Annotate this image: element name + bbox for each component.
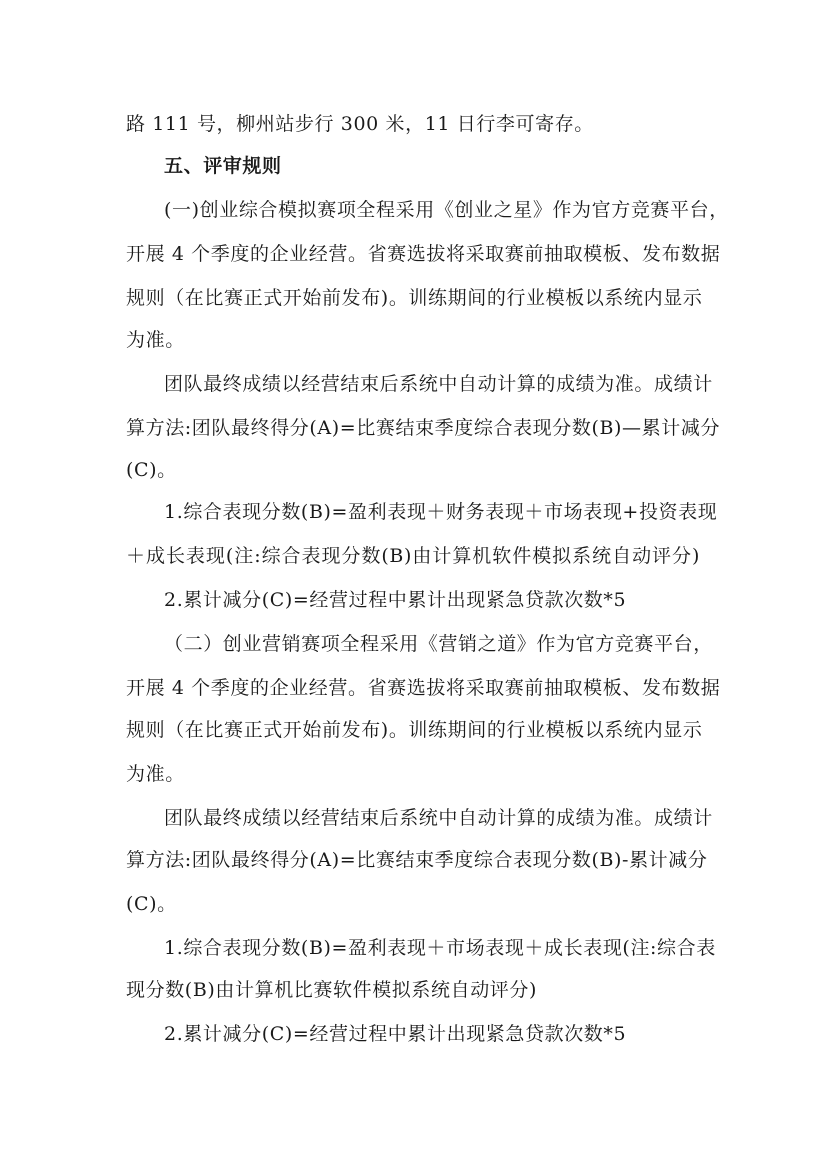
formula-line: 1.综合表现分数(B)=盈利表现＋市场表现＋成长表现(注:综合表 <box>164 937 716 959</box>
formula-line: ＋成长表现(注:综合表现分数(B)由计算机软件模拟系统自动评分) <box>126 545 700 567</box>
paragraph-line: 为准。 <box>126 763 185 785</box>
section-heading-review-rules: 五、评审规则 <box>164 155 282 177</box>
paragraph-line: 开展 4 个季度的企业经营。省赛选拔将采取赛前抽取模板、发布数据 <box>126 677 721 699</box>
text-line-address: 路 111 号，柳州站步行 300 米，11 日行李可寄存。 <box>126 113 594 135</box>
paragraph-line: 算方法:团队最终得分(A)=比赛结束季度综合表现分数(B)-累计减分 <box>126 849 708 871</box>
formula-line: 2.累计减分(C)=经营过程中累计出现紧急贷款次数*5 <box>164 1023 627 1045</box>
paragraph-line: 规则（在比赛正式开始前发布)。训练期间的行业模板以系统内显示 <box>126 719 703 741</box>
paragraph-line: 规则（在比赛正式开始前发布)。训练期间的行业模板以系统内显示 <box>126 287 703 309</box>
paragraph-line: (C)。 <box>126 459 177 481</box>
paragraph-line: (C)。 <box>126 893 177 915</box>
formula-line: 现分数(B)由计算机比赛软件模拟系统自动评分) <box>126 979 538 1001</box>
formula-line: 2.累计减分(C)=经营过程中累计出现紧急贷款次数*5 <box>164 589 627 611</box>
paragraph-line: 开展 4 个季度的企业经营。省赛选拔将采取赛前抽取模板、发布数据 <box>126 243 721 265</box>
paragraph-line: （二）创业营销赛项全程采用《营销之道》作为官方竞赛平台， <box>164 633 713 655</box>
formula-line: 1.综合表现分数(B)=盈利表现＋财务表现＋市场表现+投资表现 <box>164 501 718 523</box>
paragraph-line: 团队最终成绩以经营结束后系统中自动计算的成绩为准。成绩计 <box>164 373 713 395</box>
paragraph-line: 团队最终成绩以经营结束后系统中自动计算的成绩为准。成绩计 <box>164 807 713 829</box>
paragraph-line: 算方法:团队最终得分(A)=比赛结束季度综合表现分数(B)—累计减分 <box>126 417 721 439</box>
paragraph-line: (一)创业综合模拟赛项全程采用《创业之星》作为官方竞赛平台， <box>164 199 729 221</box>
paragraph-line: 为准。 <box>126 329 185 351</box>
